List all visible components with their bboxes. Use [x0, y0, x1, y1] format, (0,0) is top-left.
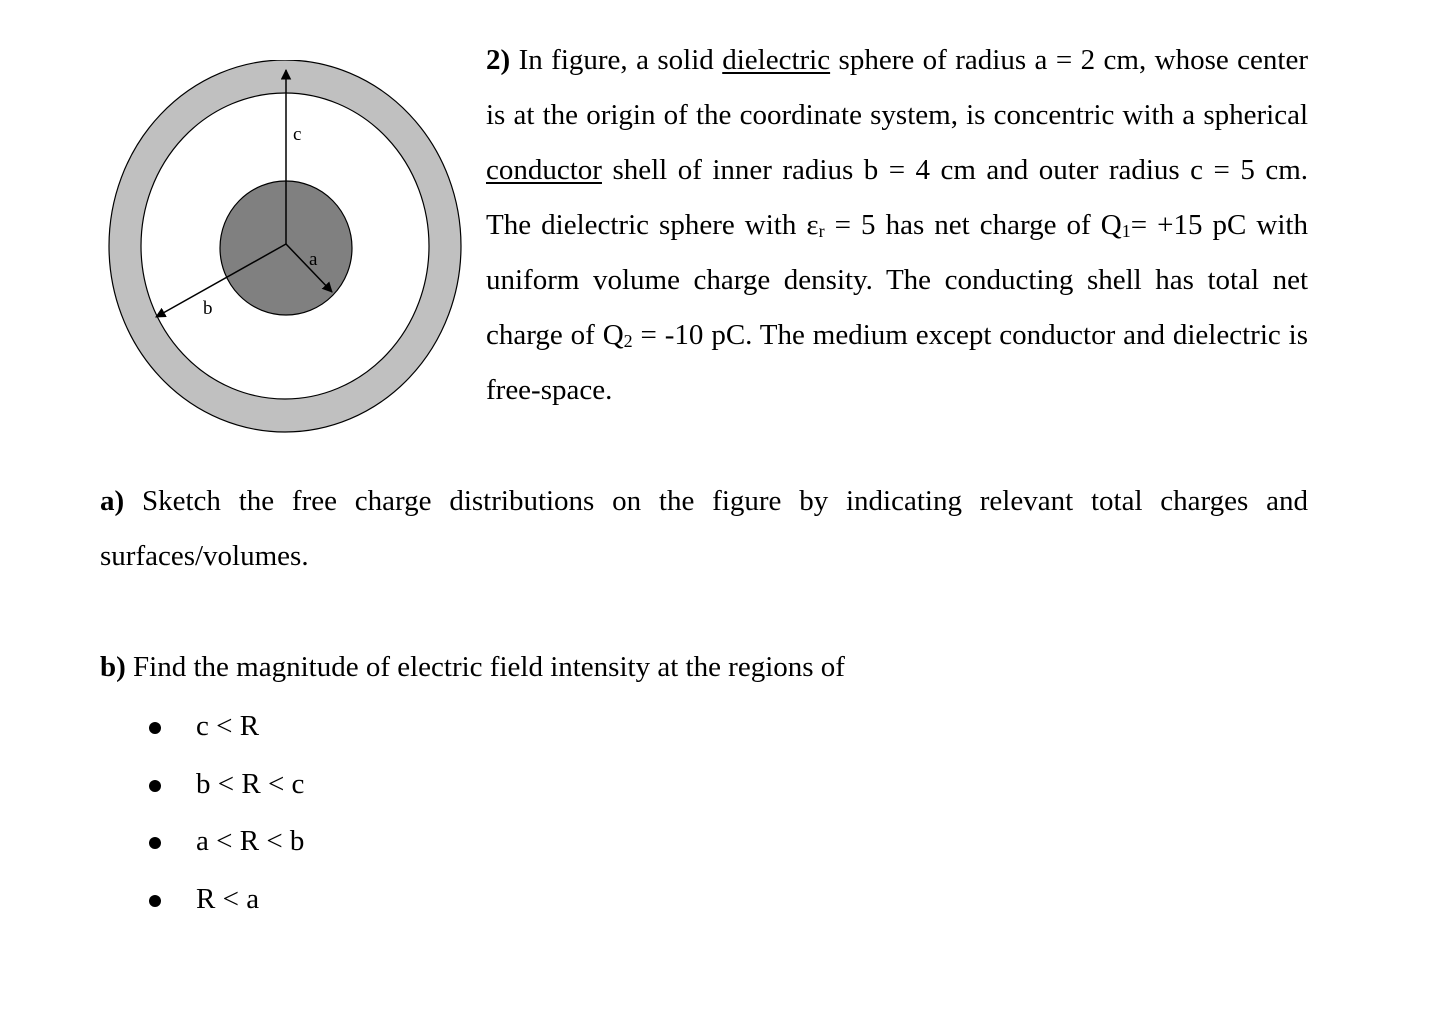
part-a-question	[100, 474, 1308, 584]
part-b-question	[100, 640, 1308, 695]
part-a-label: a)	[100, 485, 125, 517]
problem-number: 2)	[486, 44, 511, 76]
label-a: a	[309, 249, 318, 270]
term-conductor: conductor	[486, 154, 602, 186]
part-b-text: Find the magnitude of electric field intensity at the regions of	[125, 651, 845, 683]
list-item	[140, 698, 304, 756]
region-text: R < a	[196, 882, 260, 915]
bullet-icon	[149, 895, 161, 907]
bullet-icon	[149, 837, 161, 849]
problem-text-6: = -10 pC. The medium except conductor and dielectric is free-space.	[486, 319, 1308, 406]
region-text: a < R < b	[196, 825, 305, 857]
region-list	[140, 698, 304, 928]
term-dielectric: dielectric	[722, 44, 831, 76]
label-c: c	[293, 124, 302, 145]
list-item	[140, 813, 304, 871]
bullet-icon	[149, 722, 161, 734]
part-b-label: b)	[100, 651, 126, 683]
problem-text-1: In figure, a solid	[510, 44, 723, 76]
problem-text-3: shell of inner radius b = 4 cm and outer radius c = 5 cm. The dielectric sphere with ε	[486, 154, 1308, 241]
concentric-spheres-figure	[100, 60, 470, 440]
region-text: b < R < c	[196, 767, 305, 800]
list-item	[140, 756, 304, 814]
q1-subscript: 1	[1121, 221, 1131, 241]
region-text: c < R	[196, 710, 260, 742]
part-a-text: Sketch the free charge distributions on the figure by indicating relevant total charges and surfaces/volumes.	[100, 485, 1308, 572]
list-item	[140, 871, 304, 929]
problem-text-5: = +15 pC with uniform volume charge density. The conducting shell has total net charge of Q	[486, 209, 1308, 351]
label-b: b	[203, 298, 213, 319]
problem-text-2: sphere of radius a = 2 cm, whose center is at the origin of the coordinate system, is concentric with a spherical	[486, 44, 1308, 131]
bullet-icon	[149, 780, 161, 792]
epsilon-subscript: r	[818, 221, 825, 241]
problem-statement	[486, 33, 1308, 418]
problem-text-4: = 5 has net charge of Q	[824, 209, 1122, 241]
q2-subscript: 2	[623, 331, 633, 351]
